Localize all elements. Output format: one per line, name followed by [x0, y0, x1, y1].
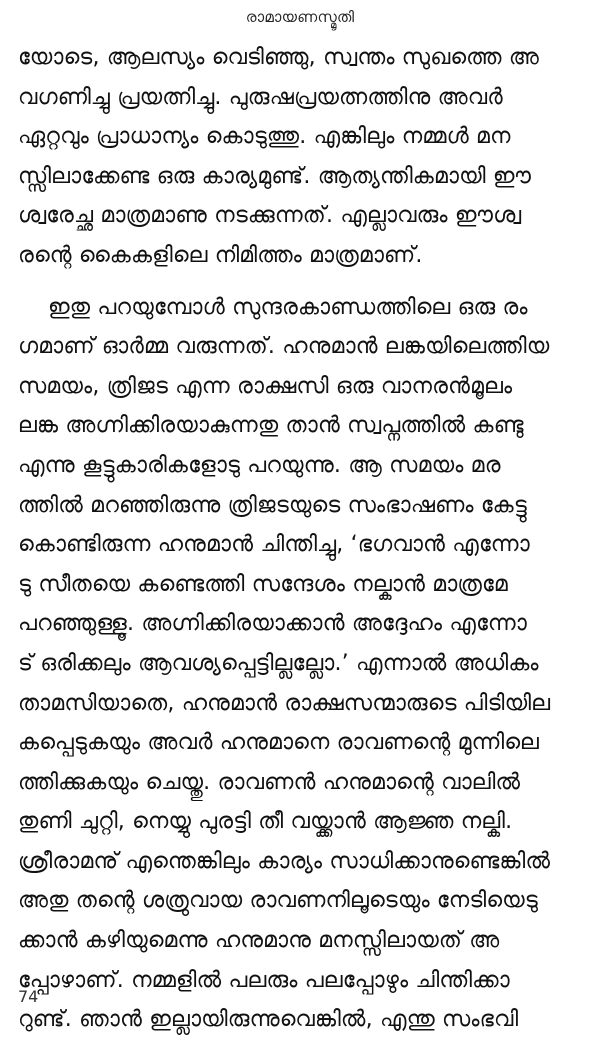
text-line: ശ്രീരാമനു് എന്തെങ്കിലും കാര്യം സാധിക്കാനുണ്ടെങ്കിൽ — [18, 848, 551, 874]
text-line: വഗണിച്ചു പ്രയത്നിച്ചു. പുരുഷപ്രയത്നത്തിനു അവർ — [18, 84, 503, 110]
text-line: കൊണ്ടിരുന്ന ഹനുമാൻ ചിന്തിച്ചു, ‘ഭഗവാൻ എന്നോ — [18, 532, 530, 558]
text-line: പ്പോഴാണ്. നമ്മളിൽ പലരും പലപ്പോഴും ചിന്തിക്കാ — [18, 967, 510, 993]
text-line: ത്തിൽ മറഞ്ഞിരുന്നു ത്രിജടയുടെ സംഭാഷണം കേട്ടു — [18, 492, 527, 518]
text-line: യോടെ, ആലസ്യം വെടിഞ്ഞു, സ്വന്തം സുഖത്തെ അ — [18, 45, 539, 70]
text-line: ടു സീതയെ കണ്ടെത്തി സന്ദേശം നല്കാൻ മാത്രമേ — [18, 571, 508, 597]
text-line: ത്തിക്കുകയും ചെയ്തു. രാവണൻ ഹനുമാന്റെ വാലിൽ — [18, 769, 521, 795]
text-line: ഏറ്റവും പ്രാധാന്യം കൊടുത്തു. എങ്കിലും നമ്മൾ മന — [18, 124, 511, 150]
text-line: എന്നു കൂട്ടുകാരികളോടു പറയുന്നു. ആ സമയം മര — [18, 452, 501, 478]
text-line: ക്കാൻ കഴിയുമെന്നു ഹനുമാനു മനസ്സിലായത് അ — [18, 928, 500, 954]
page-number: 74 — [18, 987, 39, 1006]
text-line: സമയം, ത്രിജട എന്ന രാക്ഷസി ഒരു വാനരൻമൂലം — [18, 373, 513, 399]
text-line: തുണി ചുറ്റി, നെയ്യു പുരട്ടി തീ വയ്ക്കാൻ ആജ്ഞ നല്കി. — [18, 809, 513, 835]
text-line: ട് ഒരിക്കലും ആവശ്യപ്പെട്ടില്ലല്ലോ.’ എന്നാൽ അധികം — [18, 650, 539, 676]
text-line: ലങ്ക അഗ്നിക്കിരയാകുന്നതു താൻ സ്വപ്നത്തിൽ കണ്ടു — [18, 413, 524, 439]
running-head: രാമായണസ്മൃതി — [245, 8, 355, 26]
body-text — [18, 38, 584, 1040]
text-line: കപ്പെടുകയും അവർ ഹനുമാനെ രാവണന്റെ മുന്നിലെ — [18, 730, 540, 756]
paragraph-2 — [18, 288, 584, 1040]
text-line: ശ്വരേച്ഛ മാത്രമാണു നടക്കുന്നത്. എല്ലാവരും ഈശ്വ — [18, 203, 522, 229]
text-line: അതു തന്റെ ശത്രുവായ രാവണനിലൂടെയും നേടിയെടു — [18, 888, 538, 914]
text-line: ഗമാണ് ഓർമ്മ വരുന്നത്. ഹനുമാൻ ലങ്കയിലെത്തിയ — [18, 334, 550, 360]
text-line: സ്സിലാക്കേണ്ട ഒരു കാര്യമുണ്ട്. ആത്യന്തികമായി ഈ — [18, 163, 532, 189]
text-line: റുണ്ട്. ഞാൻ ഇല്ലായിരുന്നുവെങ്കിൽ, എന്തു സംഭവി — [18, 1007, 519, 1033]
paragraph-1 — [18, 38, 584, 276]
text-line: താമസിയാതെ, ഹനുമാൻ രാക്ഷസന്മാരുടെ പിടിയില — [18, 690, 551, 716]
text-line: രന്റെ കൈകളിലെ നിമിത്തം മാത്രമാണ്. — [18, 242, 423, 268]
text-line: പറഞ്ഞുള്ളൂ. അഗ്നിക്കിരയാക്കാൻ അദ്ദേഹം എന്നോ — [18, 611, 527, 637]
text-line: ഇതു പറയുമ്പോൾ സുന്ദരകാണ്ഡത്തിലെ ഒരു രം — [48, 294, 528, 320]
